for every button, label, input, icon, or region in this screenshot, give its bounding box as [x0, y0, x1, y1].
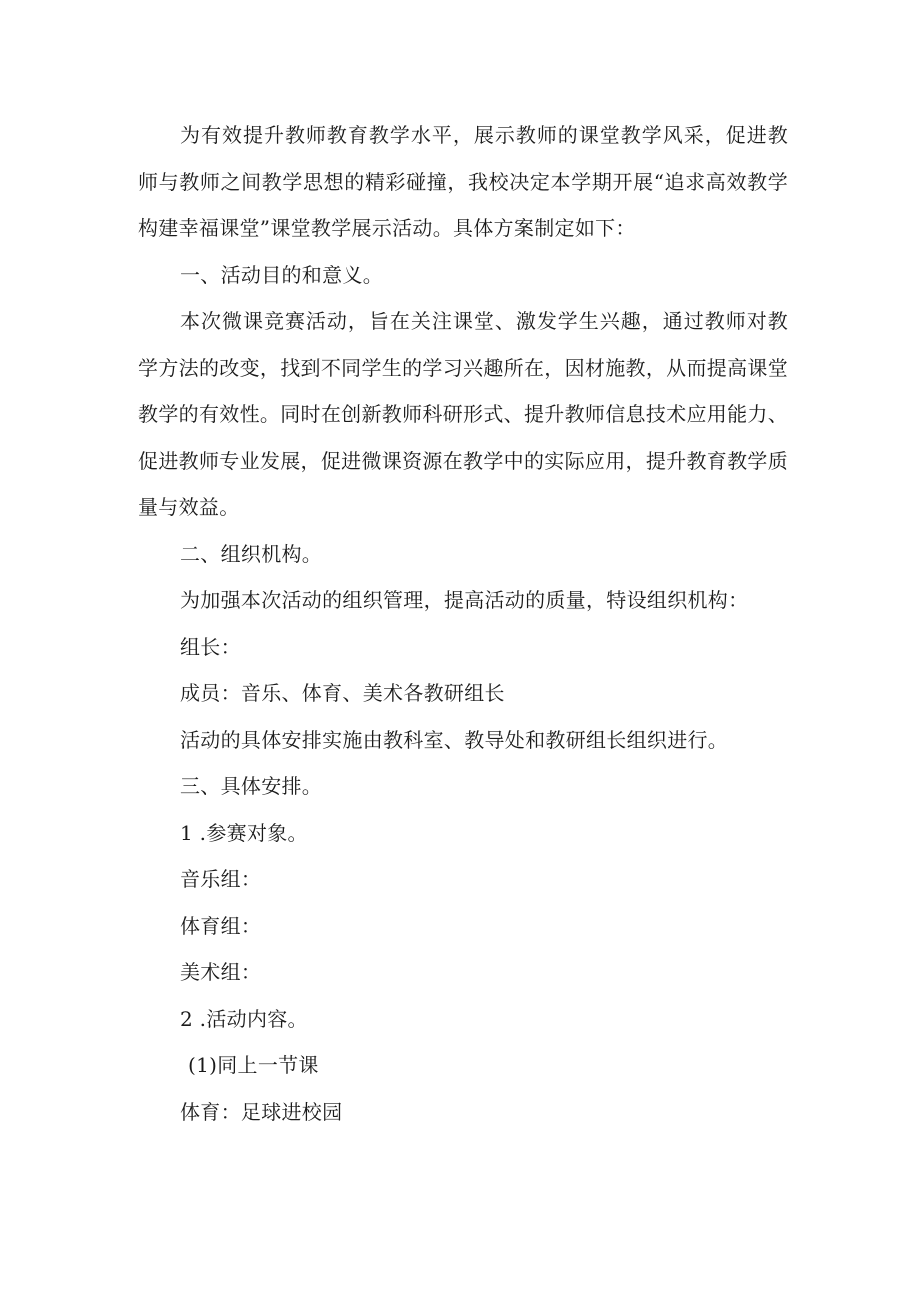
- section-heading-arrangement: 三、具体安排。: [180, 774, 323, 798]
- art-group-line: 美术组：: [180, 960, 262, 984]
- section-heading-purpose: 一、活动目的和意义。: [180, 262, 383, 287]
- implementation-line: 活动的具体安排实施由教科室、教导处和教研组长组织进行。: [180, 727, 729, 752]
- item-content: 2 .活动内容。: [180, 1006, 308, 1031]
- pe-group-line: 体育组：: [180, 913, 262, 938]
- purpose-paragraph: 本次微课竞赛活动，旨在关注课堂、激发学生兴趣，通过教师对教学方法的改变，找到不同学生的学习兴趣所在，因材施教，从而提高课堂教学的有效性。同时在创新教师科研形式、提升教师信息技术应用能力、促进教师专业发展，促进微课资源在教学中的实际应用，提升教育教学质量与效益。: [138, 309, 788, 519]
- sub-item-same-lesson: (1)同上一节课: [188, 1053, 319, 1077]
- item-participants: 1 .参赛对象。: [180, 820, 308, 845]
- intro-paragraph: 为有效提升教师教育教学水平，展示教师的课堂教学风采，促进教师与教师之间教学思想的精彩碰撞，我校决定本学期开展“追求高效教学构建幸福课堂”课堂教学展示活动。具体方案制定如下：: [138, 123, 788, 240]
- members-line: 成员：音乐、体育、美术各教研组长: [180, 681, 505, 705]
- organization-paragraph: 为加强本次活动的组织管理，提高活动的质量，特设组织机构：: [180, 588, 749, 612]
- pe-topic-line: 体育：足球进校园: [180, 1099, 343, 1124]
- document-body: [138, 112, 788, 1135]
- leader-line: 组长：: [180, 634, 241, 659]
- section-heading-organization: 二、组织机构。: [180, 541, 323, 566]
- music-group-line: 音乐组：: [180, 867, 262, 891]
